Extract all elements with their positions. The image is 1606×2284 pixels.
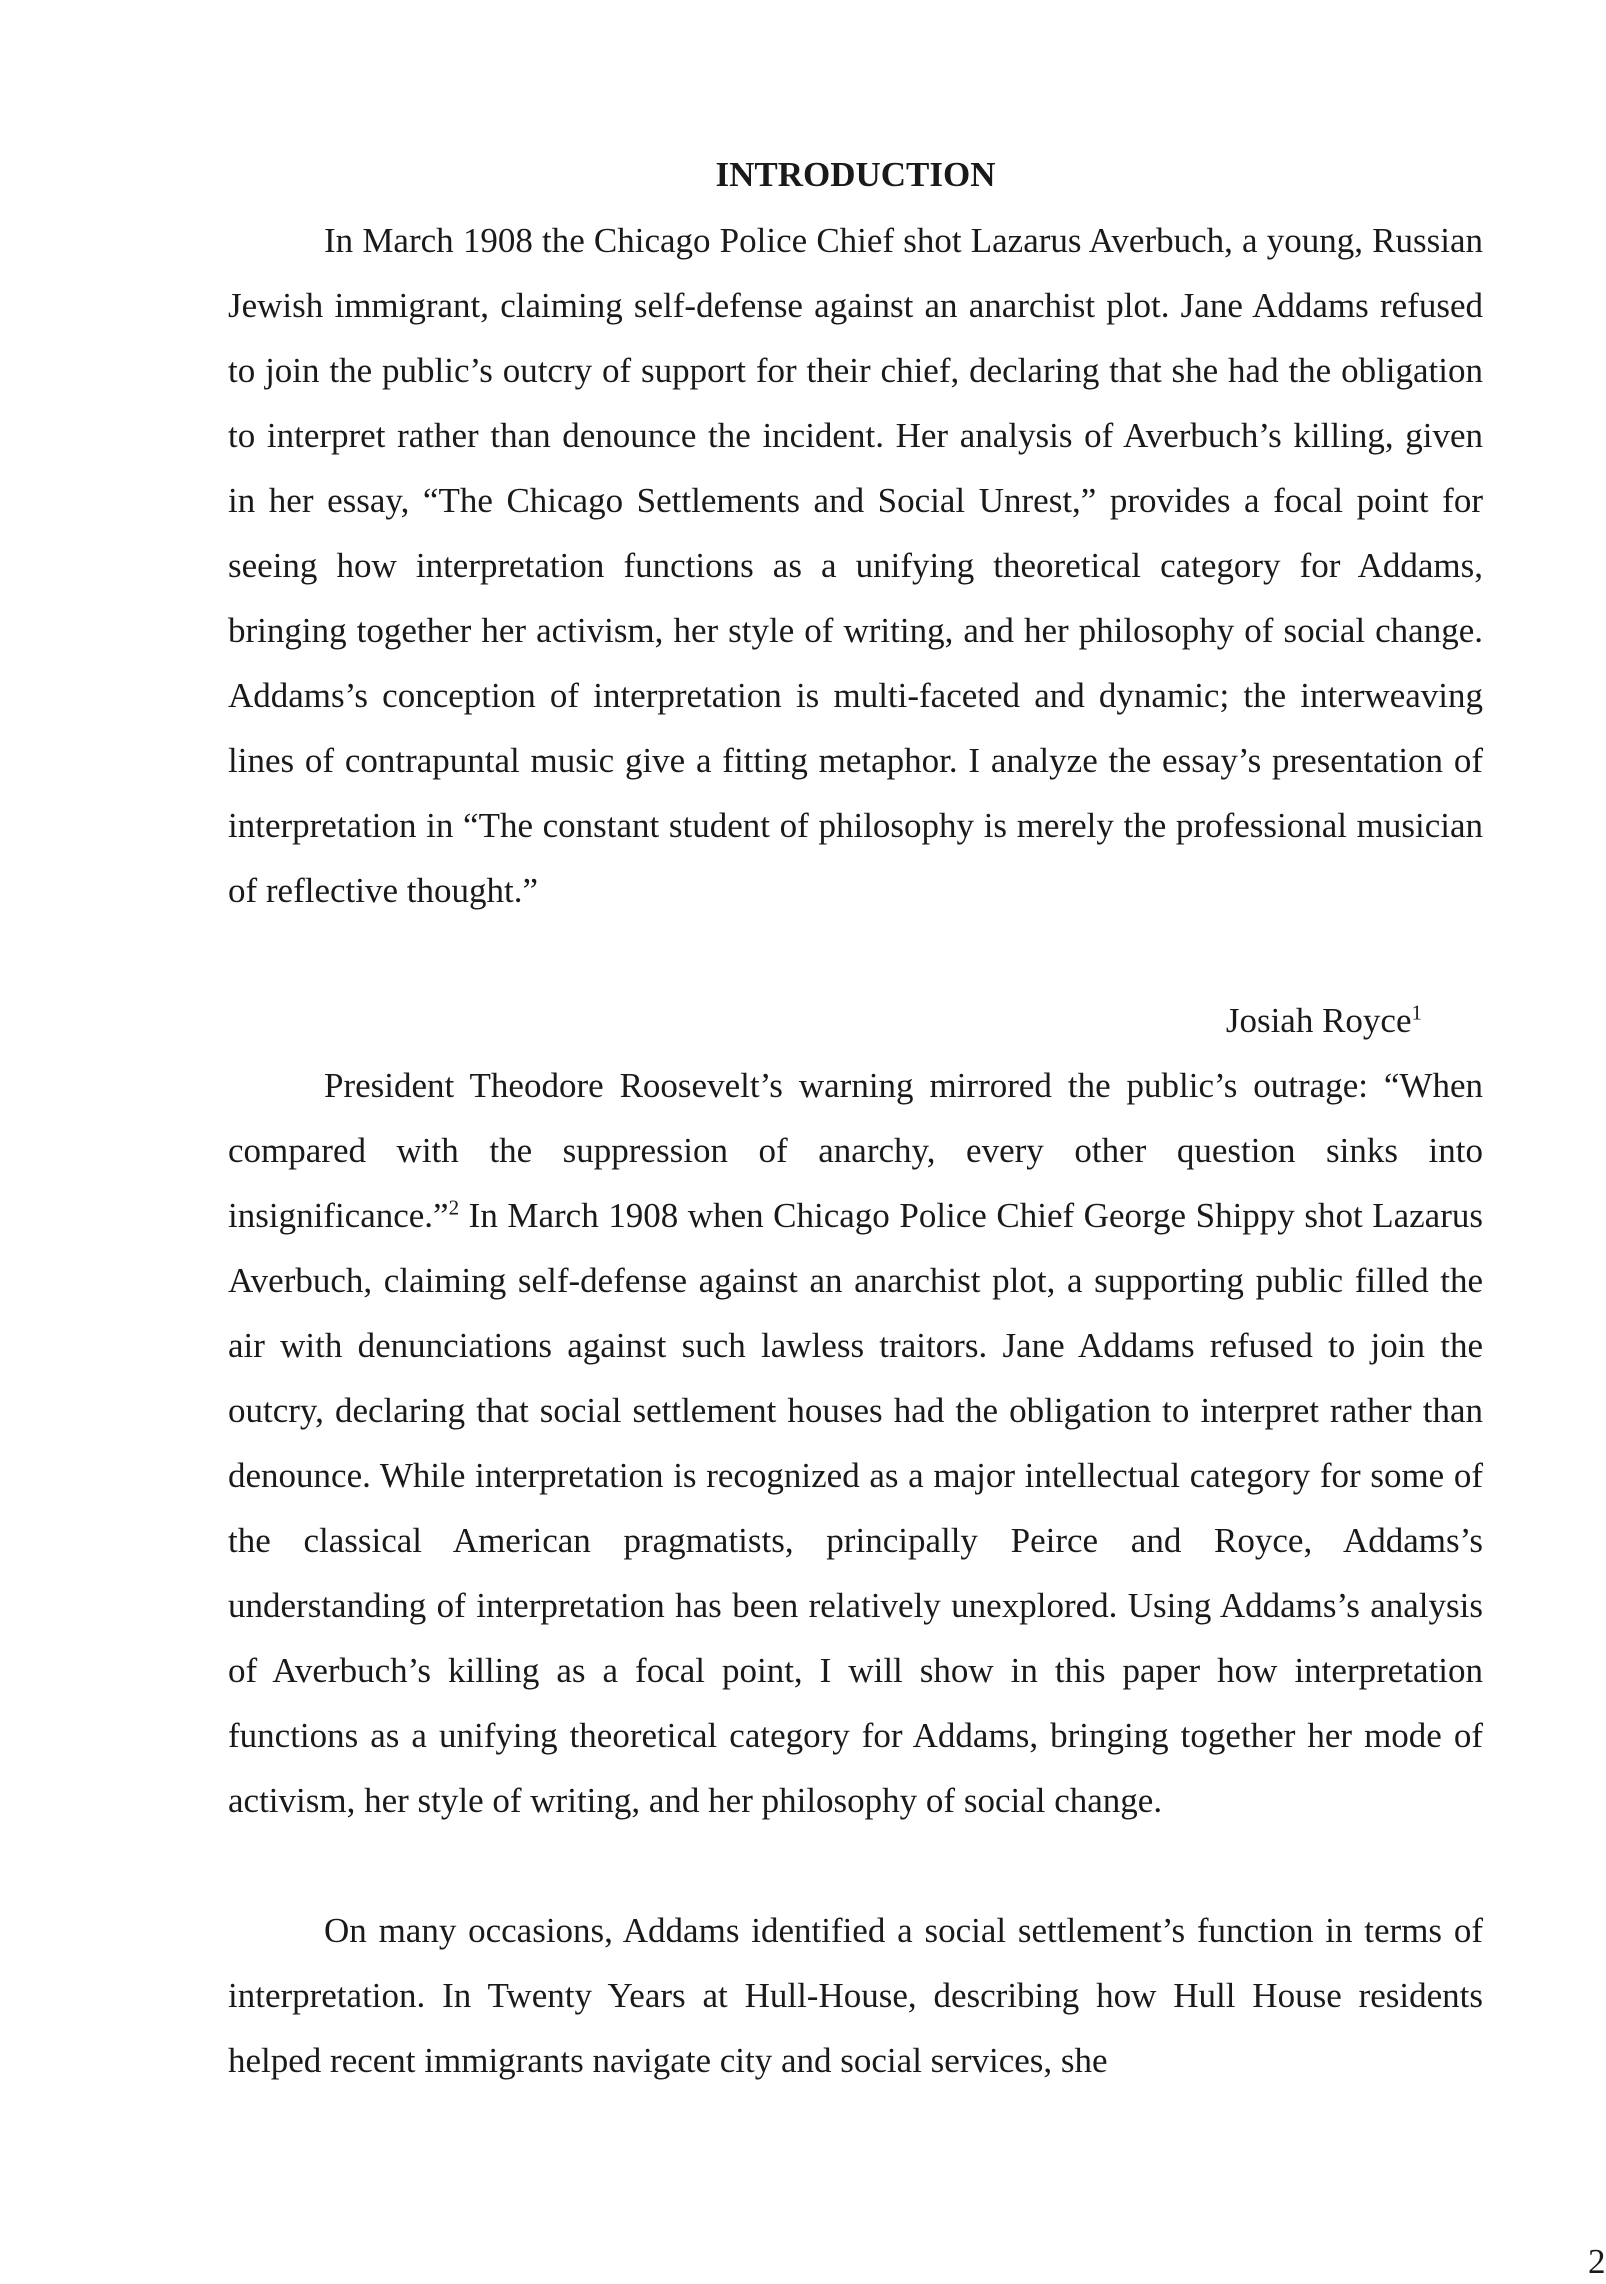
paragraph-block-1 [228,208,1483,923]
footnote-reference-2[interactable]: 2 [448,1195,460,1220]
paragraph-block-2 [228,1053,1483,1833]
roosevelt-paragraph [228,1053,1483,1833]
paragraph-block-3 [228,1898,1483,2093]
page-number: 2 [1588,2242,1606,2281]
intro-paragraph: In March 1908 the Chicago Police Chief shot Lazarus Averbuch, a young, Russian Jewish immigrant, claiming self-defense against an anarchist plot. Jane Addams refused to join the public’s outcry of support for their chief, declaring that she had the obligation to interpret rather than denounce the incident. Her analysis of Averbuch’s killing, given in her essay, “The Chicago Settlements and Social Unrest,” provides a focal point for seeing how interpretation functions as a unifying theoretical category for Addams, bringing together her activism, her style of writing, and her philosophy of social change. Addams’s conception of interpretation is multi-faceted and dynamic; the interweaving lines of contrapuntal music give a fitting metaphor. I analyze the essay’s presentation of interpretation in “The constant student of philosophy is merely the professional musician of reflective thought.” [228,221,1483,910]
section-heading: INTRODUCTION [715,155,996,194]
epigraph-attribution [1226,988,1422,1053]
settlement-paragraph: On many occasions, Addams identified a social settlement’s function in terms of interpretation. In Twenty Years at Hull-House, describing how Hull House residents helped recent immigrants navigate city and social services, she [228,1911,1483,2080]
paragraph-text-before-note: President Theodore Roosevelt’s warning mirrored the public’s outrage: “When compared with the suppression of anarchy, every other question sinks into insignificance.” [228,1066,1483,1235]
paragraph-text-after-note: In March 1908 when Chicago Police Chief George Shippy shot Lazarus Averbuch, claiming self-defense against an anarchist plot, a supporting public filled the air with denunciations against such lawless traitors. Jane Addams refused to join the outcry, declaring that social settlement houses had the obligation to interpret rather than denounce. While interpretation is recognized as a major intellectual category for some of the classical American pragmatists, principally Peirce and Royce, Addams’s understanding of interpretation has been relatively unexplored. Using Addams’s analysis of Averbuch’s killing as a focal point, I will show in this paper how interpretation functions as a unifying theoretical category for Addams, bringing together her mode of activism, her style of writing, and her philosophy of social change. [228,1196,1483,1820]
epigraph-author-name: Josiah Royce [1225,1001,1412,1040]
footnote-reference-1[interactable]: 1 [1411,1000,1422,1025]
